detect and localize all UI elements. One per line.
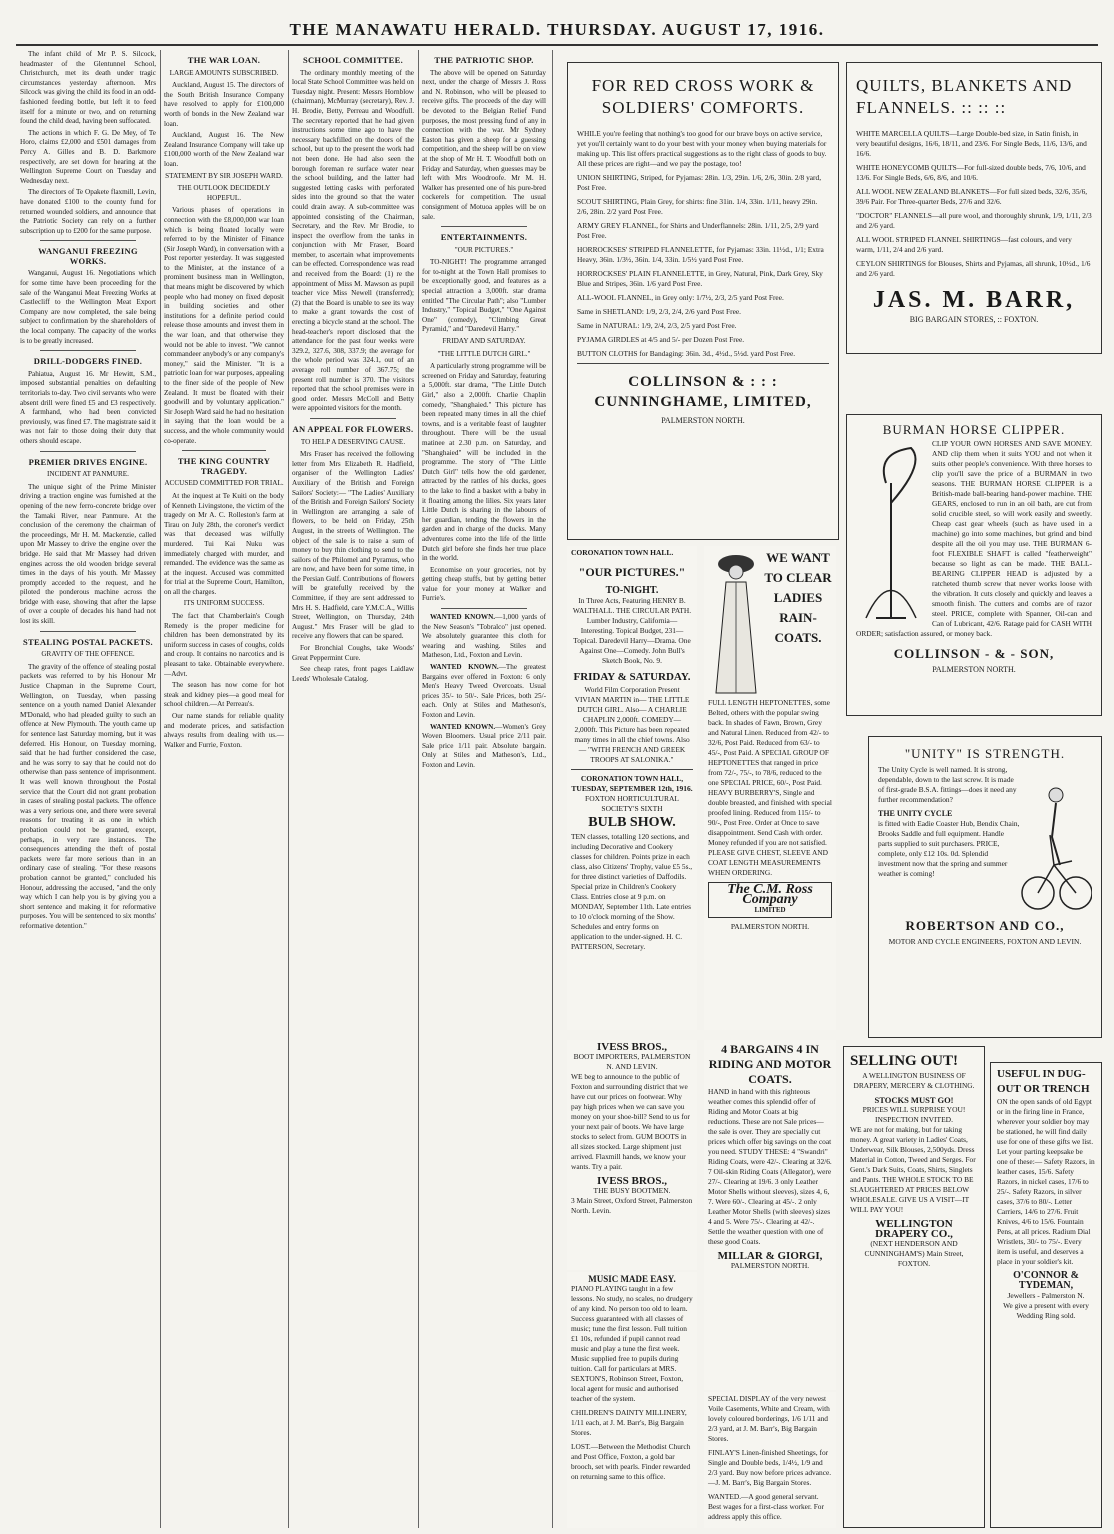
ad-item: HORROCKSES' PLAIN FLANNELETTE, in Grey, Natural, Pink, Dark Grey, Sky Blue and Stripes, 36in. 1/6 yard Post Free. [577, 269, 823, 288]
ad-venue: CORONATION TOWN HALL, TUESDAY, SEPTEMBER 12th, 1916. [571, 774, 693, 793]
classified-ad: WANTED KNOWN.—Women's Grey Woven Bloomers. Usual price 2/11 pair. Sale price 1/11 pair. Absolute bargain. Only at Stiles and Matheson's, Ltd., Foxton and Levin. [422, 722, 546, 769]
headline-king-country: THE KING COUNTRY TRAGEDY. [177, 456, 271, 476]
ad-town: Jewellers - Palmerston N. [1007, 1291, 1085, 1300]
ad-advertiser: JAS. M. BARR, [872, 287, 1076, 313]
ad-subtitle: FRIDAY & SATURDAY. [573, 671, 691, 683]
article-paragraph: Wanganui, August 16. Negotiations which for some time have been proceeding for the sale of the Wanganui Meat Freezing Works at Castlecliff to the Wellington Meat Export Company are now completed, the sale being subject to confirmation by the shareholders of the local company. The capacity of the works is to be greatly increased. [20, 269, 156, 345]
ad-town: (NEXT HENDERSON AND CUNNINGHAM'S) Main Street, FOXTON. [864, 1239, 964, 1268]
article-paragraph: The unique sight of the Prime Minister driving a traction engine was furnished at the opening of the new ferro-concrete bridge over the Tamaki River, near Panmure. At the conclusion of the ceremony the chairman of the proceedings, Mr H. M. Mackenzie, called upon Mr Massey to drive the engine over the bridge. He said that Mr Massey had driven engines across the old wooden bridge several times in the days of his youth. Mr Massey promptly acceded to the request, and he piloted the ponderous machine across the bridge with ease, showing that after the lapse of over a couple of decades his hand had not lost its skill. [20, 482, 156, 626]
ad-body: We give a present with every Wedding Ring sold. [1003, 1301, 1089, 1320]
ad-title: QUILTS, BLANKETS AND FLANNELS. :: :: :: [856, 76, 1073, 117]
ad-title: MUSIC MADE EASY. [588, 1274, 676, 1284]
ad-title: USEFUL IN DUG-OUT OR TRENCH [997, 1068, 1090, 1095]
headline-postal: STEALING POSTAL PACKETS. [23, 636, 153, 647]
ad-body: CLIP YOUR OWN HORSES AND SAVE MONEY. AND clip them when it suits YOU and not when it suits other people's convenience. With three horses to clip you'll save the price of a BURMAN in two seasons. THE BURMAN HORSE CLIPPER is a British-made ball-bearing hand-power machine. THE GEARS, enclosed to run in an oil bath, are cut from solid crucible steel, so will work easily and sweetly. Cheap cast gear wheels (such as have used in a machine) go into some machines, but grind and bind despite all the oil you may use. THE BURMAN 6-foot FLEXIBLE SHAFT is called "featherweight" because so light as can be made. THE BALL-BEARING CLIPPER HEAD is adjusted by a ratcheted thumb screw that never works loose with the vibration. It cuts closely and quickly and leaves a smooth finish. The cutters and combs are of razor steel. PRICE, complete with Spanner, Oil-can and Can of Lubricant, 42/6. Ratage paid for CASH WITH ORDER; satisfaction assured, or money back. [856, 439, 1092, 638]
column-1 [20, 50, 156, 1528]
article-paragraph: Our name stands for reliable quality and moderate prices, and satisfaction always results from dealing with us.—Walker and Furrie, Foxton. [164, 712, 284, 749]
ad-body: TEN classes, totalling 120 sections, and including Decorative and Cookery classes for children. Points prize in each class, also Citizens' Trophy, value £5 5s., for three distinct varieties of Daffodils. Special prize in Children's Cookery Class. Entries close at 9 p.m. on MONDAY, September 11th. Late entries to 10 o'clock morning of the Show. Schedules and entry forms on application to the under-signed. H. C. PATTERSON, Secretary. [571, 832, 693, 951]
divider [441, 608, 528, 609]
ad-subtitle: TO-NIGHT. [605, 585, 659, 596]
ad-raincoats [704, 546, 836, 1030]
column-2 [164, 50, 284, 1528]
ad-body: The Unity Cycle is well named. It is strong, dependable, down to the last screw. It is made of first-grade B.S.A. fittings—does it need any further recommendation? [878, 765, 1017, 804]
ad-ivess-bros [567, 1040, 697, 1270]
column-rule [160, 50, 161, 1528]
divider [441, 226, 528, 227]
headline-entertainments: ENTERTAINMENTS. [440, 232, 528, 243]
ad-item: PYJAMA GIRDLES at 4/5 and 5/- per Dozen Post Free. [577, 335, 745, 344]
subhead: "OUR PICTURES." [454, 245, 514, 254]
ad-body: HAND in hand with this righteous weather comes this splendid offer of Riding and Motor Coats at big reductions. These are not Sale prices—the sale is over. They are specially cut prices which offer big savings on the coat you need. STUDY THESE: 4 "Swandri" Riding Coats, were 42/-. Clearing at 32/6. 7 Oil-skin Riding Coats (Allegator), were 27/-. Clearing at 19/6. 3 only Leather Motor Shells without sleeves), sizes 4, 6, 7. Were 60/-. Clearing at 45/-. 2 only Leather Motor Shells (with sleeves) sizes 4 and 5. Were 75/-. Clearing at 42/-. Settle the weather question with one of these good Coats. [708, 1087, 832, 1246]
ad-item-list [856, 129, 1092, 279]
ad-item: HORROCKSES' STRIPED FLANNELETTE, for Pyjamas: 33in. 11½d., 1/1; Extra Heavy, 36in. 1/3½, 36in. 1/4, 33in. 1/5½ yard Post Free. [577, 245, 824, 264]
ad-body: PIANO PLAYING taught in a few lessons. No study, no scales, no drudgery of any kind. No person too old to learn. Success guaranteed with all classes of music; tune the first lesson. Full tuition £1 10s, refunded if pupil cannot read music and play a tune the first week. Music supplied free to pupils during tuition. Call for particulars at MRS. SEXTON'S, Robinson Street, Foxton, local agent for music and authorised teacher of the system. [571, 1284, 693, 1403]
ad-unity-cycle [868, 736, 1102, 1038]
ad-advertiser: WELLINGTON DRAPERY CO., [875, 1218, 953, 1240]
column-rule [552, 50, 553, 1528]
ad-venue: CORONATION TOWN HALL. [571, 548, 674, 557]
ad-burman [846, 414, 1102, 716]
ad-advertiser: IVESS BROS., [596, 1175, 667, 1187]
ad-advertiser: COLLINSON & : : : CUNNINGHAME, LIMITED, [594, 374, 812, 410]
divider [571, 769, 693, 770]
ad-body: A WELLINGTON BUSINESS OF DRAPERY, MERCERY & CLOTHING. [853, 1071, 975, 1090]
ad-body: WE are not for making, but for taking money. A great variety in Ladies' Coats, Underwear, Silk Blouses, 2,500yds. Dress Material in Cotton, Tweed and Serges. For Gent.'s Dark Suits, Coats, Shirts, Singlets and Pants. THE WHOLE STOCK TO BE SLAUGHTERED AT PRICES BELOW WHOLESALE. GIVE US A VISIT—IT WILL PAY YOU! [850, 1125, 976, 1214]
ad-body: ON the open sands of old Egypt or in the firing line in France, wherever your soldier boy may be stationed, he will find daily use for one of these gifts we list. Let your parting keepsake be one of these:— Safety Razors, in leather cases, 15/6. Safety Razors, in nickel cases, 17/6 to 25/-. Safety Razors, in silver cases, 37/6 to 80/-. Letter Carriers, 14/6 to 27/6. Fruit Knives, 4/6 to 15/6. Fountain Pens, at all prices. Radium Dial Wristlets, 30/- to 75/-. Every item is useful, and deserves a place in your soldier's kit. [997, 1097, 1095, 1266]
ad-town: BIG BARGAIN STORES, :: FOXTON. [909, 315, 1039, 324]
ad-selling-out [843, 1046, 985, 1528]
article-paragraph: A particularly strong programme will be screened on Friday and Saturday, featuring a 5,000ft. star drama, "The Little Dutch Girl," also a 2,000ft. Charlie Chaplin comedy, "Shanghaied." This picture has been repeated many times in all the chief towns, and is a veritable feast of laughter throughout. There will be the usual matinee at 2.30 p.m. on Saturday, and "Shanghaied" will be included in the programme. The story of "The Little Dutch Girl" tells how the old gardener, attracted by the rattles of his ducks, goes to the lake to find a basket with a baby in it floating among the lilies. Six years later Little Dutch is sharing in the labours of her guardian, tending the flowers in the garden and in charge of the ducks. Many adventures come into the life of the little Dutch girl before she finds her true place in the world. [422, 362, 546, 563]
classified-ad: FINLAY'S Linen-finished Sheetings, for Single and Double beds, 1/4½, 1/9 and 2/3 yard. Buy now before prices advance.—J. M. Barr's, Big Bargain Stores. [708, 1448, 832, 1487]
column-rule [288, 50, 289, 1528]
ad-body: In Three Acts, Featuring HENRY B. WALTHALL. THE CIRCULAR PATH. Lumber Industry, California—Interesting. Topical Budget, 231—Topical. Daredevil Harry—Drama. One Against One—Comedy. John Bull's Sketch Book, No. 9. [572, 596, 692, 665]
article-paragraph: The actions in which F. G. De Mey, of Te Horo, claims £2,000 and £501 damages from Percy A. Gilles and B. D. Barkmore respectively, are set down for hearing at the Wellington Supreme Court on Tuesday and Wednesday next. [20, 128, 156, 185]
article-paragraph: The season has now come for hot steak and kidney pies—a good meal for school children.—At Perreau's. [164, 681, 284, 709]
article-paragraph: Auckland, August 16. The New Zealand Insurance Company will take up £100,000 worth of the New Zealand war loan. [164, 131, 284, 168]
subhead: "THE LITTLE DUTCH GIRL." [437, 349, 531, 358]
classified-ad: WANTED.—A good general servant. Best wages for a first-class worker. For address apply this office. [708, 1492, 824, 1521]
article-paragraph: The directors of Te Opakete flaxmill, Levin, have donated £100 to the county fund for returned wounded soldiers, and announce that the Patriotic Society can rely on a further subscription up to £200 for the same purpose. [20, 188, 156, 235]
article-paragraph: Pahiatua, August 16. Mr Hewitt, S.M., imposed substantial penalties on defaulting territorials to-day. Two civil servants who were absent drill were fined £5 and £3 respectively. A farmhand, who had been convicted previously, was fined £7. The magistrate said it was not fair to those doing their duty that others should escape. [20, 369, 156, 445]
article-paragraph: The above will be opened on Saturday next, under the charge of Messrs J. Ross and N. Robinson, who will be pleased to receive gifts. The proceeds of the day will be devoted to the Belgian Relief Fund purposes, the most pressing fund of any in connection with the war. Mr Sydney Easton has given a sheep for a guessing competition, and the sheep will be on view at the shop of Mr H. T. Woodfull both on Friday and Saturday, when guesses may be left with Mrs Woodroofe. Mr M. H. Walker has presented one of his pure-bred cockerels for competition. The usual consignment of Motuoa apples will be on sale. [422, 68, 546, 221]
ad-item: WHITE HONEYCOMB QUILTS—For full-sized double beds, 7/6, 10/6, and 13/6. For Single Beds, 6/6, 8/6, and 10/6. [856, 163, 1086, 182]
ad-body: World Film Corporation Present VIVIAN MARTIN in— THE LITTLE DUTCH GIRL. Also— A CHARLIE CHAPLIN 2,000ft. COMEDY— 2,000ft. This Picture has been repeated many times in all the chief towns. Also— "WITH FRENCH AND GREEK TROOPS AT SALONIKA." [574, 685, 690, 764]
ad-title: "OUR PICTURES." [578, 565, 686, 579]
subhead: ITS UNIFORM SUCCESS. [183, 599, 265, 608]
column-4 [422, 50, 546, 1528]
article-paragraph: The gravity of the offence of stealing postal packets was referred to by his Honour Mr Justice Chapman in the Supreme Court, Wellington, on Tuesday, when passing sentence on a youth named Daniel Alexander M'Donald, who had pleaded guilty to such an offence at New Plymouth. The youth came up for sentence last Saturday morning, but it was deferred. His Honour, on Tuesday morning, said that he had further considered the case, and he was sorry to say that he could not do otherwise than pass sentence of imprisonment. It was well known throughout the Postal service that the Court did not grant probation in cases of stealing postal packets. The offence was a very serious one, and there were several reasons for treating it as one in which probation could not be granted, except, perhaps, in very rare instances. The consequences attending the theft of postal packets were far more serious than in an ordinary case of stealing. "For these reasons probation cannot be granted," concluded his Honour, addressing the accused, "and the only way which I can help you is by giving you a short sentence and making it for reformative purposes. You will be sentenced to six months' reformative detention." [20, 662, 156, 930]
divider [40, 240, 135, 241]
article-paragraph: Economise on your groceries, not by getting cheap stuffs, but by getting better value for your money at Walker and Furrie's. [422, 565, 546, 603]
headline-wanganui: WANGANUI FREEZING WORKS. [38, 246, 138, 266]
headline-premier: PREMIER DRIVES ENGINE. [28, 456, 148, 467]
ad-town: MOTOR AND CYCLE ENGINEERS, FOXTON AND LEVIN. [888, 937, 1082, 946]
divider [310, 418, 395, 419]
ad-item: BUTTON CLOTHS for Bandaging: 36in. 3d., 4½d., 5½d. yard Post Free. [577, 349, 796, 358]
divider [182, 450, 266, 451]
ad-title: SELLING OUT! [850, 1053, 958, 1069]
classified-ad: CHILDREN'S DAINTY MILLINERY, 1/11 each, at J. M. Barr's, Big Bargain Stores. [571, 1408, 687, 1437]
divider [40, 631, 135, 632]
ad-title: FOR RED CROSS WORK & SOLDIERS' COMFORTS. [591, 76, 815, 117]
ad-title: WE WANT TO CLEAR LADIES RAIN-COATS. [764, 550, 832, 645]
ad-body: WE beg to announce to the public of Foxton and surrounding district that we have cut our prices on footwear. Why pay high prices when we can save you money on your shoe-bill? Send to us for your next pair of boots. We have large stocks to select from. GUM BOOTS in all sizes stocked. Large shipment just arrived. Flaxmill hands, we know your wants. Try a pair. [571, 1072, 690, 1171]
ad-advertiser: MILLAR & GIORGI, [717, 1250, 823, 1262]
classified-ad: WANTED KNOWN.—The greatest Bargains ever offered in Foxton: 6 only Men's Heavy Tweed Overcoats. Usual prices 35/- to 50/-. Sale Prices, both 25/- each. Only at Stiles and Matheson's, Foxton and Levin. [422, 663, 546, 719]
ad-town: PALMERSTON NORTH. [932, 665, 1016, 674]
ad-item: UNION SHIRTING, Striped, for Pyjamas: 28in. 1/3, 29in. 1/6, 2/6, 30in. 2/8 yard, Post Free. [577, 173, 822, 192]
article-paragraph: The infant child of Mr P. S. Silcock, headmaster of the Glentunnel School, Christchurch, met its death under tragic circumstances yesterday afternoon. Mrs Silcock was giving the child its food in an odd-fashioned feeding bottle, but left it to feed itself for a minute or two, and on returning found the child dead, having been suffocated. [20, 50, 156, 126]
ad-title: BURMAN HORSE CLIPPER. [882, 422, 1066, 437]
divider [577, 363, 829, 364]
ad-town: PALMERSTON NORTH. [661, 416, 745, 425]
ad-subtitle: STOCKS MUST GO! [874, 1095, 954, 1105]
ad-item: CEYLON SHIRTINGS for Blouses, Shirts and Pyjamas, all shrunk, 10½d., 1/6 and 2/6 yard. [856, 259, 1091, 278]
ad-our-pictures [567, 546, 697, 1030]
ad-advertiser: IVESS BROS., [596, 1041, 667, 1053]
headline-patriotic-shop: THE PATRIOTIC SHOP. [434, 55, 534, 65]
column-rule [418, 50, 419, 1528]
ad-small-classifieds [704, 1392, 836, 1528]
ad-subtitle: INSPECTION INVITED. [875, 1115, 953, 1124]
article-paragraph: Various phases of operations in connection with the £8,000,000 war loan which is being floated locally were referred to by the Minister of Finance (Sir Joseph Ward), in conversation with a Post reporter yesterday. It was suggested to the Minister, at the instance of a prominent business man in Wellington, that means might be discovered by which people who had money on fixed deposit in building societies and other institutions for a definite period could release those amounts and invest them in the war loan, and that otherwise they would not be able to invest. "We cannot commandeer anybody's or any company's money," said the Minister. "It is a patriotic loan for war purposes, appealing to the finer side of the people of New Zealand. It must be floated with their goodwill and by voluntary application." Sir Joseph Ward said he had no hesitation in saying that the loan would be a success, and the whole community would co-operate. [164, 206, 284, 445]
subhead: INCIDENT AT PANMURE. [47, 470, 129, 479]
article-paragraph: Mrs Fraser has received the following letter from Mrs Elizabeth R. Hadfield, organiser of the Wellington Ladies' Auxiliary of the British and Foreign Sailors' Society:— "The Ladies' Auxiliary of the British and Foreign Sailors' Society in Wellington are arranging a sale of flowers, to be held on Friday, 25th August, in the streets of Wellington. The object of the sale is to raise a sum of money to buy thin clothing to send to the sailors of the Philomel and Pyramus, who are now, and have been for some time, in the Persian Gulf. Contributions of flowers will be gratefully received by the Committee, if they are sent addressed to Mrs H. S. Hadfield, care Y.M.C.A., Willis Street, Wellington, on Thursday, 24th August." Mrs Fraser will be glad to receive any flowers that can be spared. [292, 450, 414, 641]
ad-town: PALMERSTON NORTH. [730, 1261, 810, 1270]
cyclist-illustration [1020, 765, 1092, 915]
ad-body: FULL LENGTH HEPTONETTES, some Belted, others with the popular swing back. In shades of Fawn, Brown, Grey and Natural Linen. Reduced from 42/- to 32/6, Post Paid. Reduced from 63/- to 45/-, Post Paid. A SPECIAL GROUP OF HEPTONETTES that ranged in price from 72/-, 75/-, to 78/6, reduced to the one SPECIAL PRICE, 60/-, Post Paid. HEAVY BURBERRY'S, Single and double breasted, and finished with special proofed lining. Reduced from 115/- to 90/-, Post Free. Order at Once to save disappointment. Send Cash with order. Money refunded if you are not satisfied. PLEASE GIVE CHEST, SLEEVE AND COAT LENGTH MEASUREMENTS WHEN ORDERING. [708, 698, 832, 877]
horse-clipper-illustration [856, 443, 926, 623]
classified-ad: LOST.—Between the Methodist Church and Post Office, Foxton, a gold bar brooch, set with pearls. Finder rewarded on returning same to this office. [571, 1442, 691, 1481]
ad-red-cross [567, 62, 839, 540]
ad-advertiser: ROBERTSON AND CO., [905, 918, 1065, 933]
article-paragraph: Auckland, August 15. The directors of the South British Insurance Company have resolved to apply for £100,000 worth of bonds in the New Zealand war loan. [164, 81, 284, 128]
ad-subtitle: BOOT IMPORTERS, PALMERSTON N. AND LEVIN. [573, 1052, 691, 1071]
ad-title: "UNITY" IS STRENGTH. [904, 746, 1066, 761]
ad-subtitle: THE UNITY CYCLE [878, 809, 953, 818]
subhead: TO HELP A DESERVING CAUSE. [300, 437, 406, 446]
ad-item: "DOCTOR" FLANNELS—all pure wool, and thoroughly shrunk, 1/9, 1/11, 2/3 and 2/6 yard. [856, 211, 1092, 230]
masthead-rule [16, 44, 1098, 46]
ad-useful-dugout [990, 1062, 1102, 1528]
ad-title: BULB SHOW. [588, 815, 676, 830]
ross-logo: The C.M. Ross Company LIMITED [708, 882, 832, 918]
divider [40, 350, 135, 351]
subhead: GRAVITY OF THE OFFENCE. [41, 650, 135, 659]
ad-advertiser: COLLINSON - & - SON, [893, 646, 1055, 661]
ad-item: ALL WOOL STRIPED FLANNEL SHIRTINGS—fast colours, and very warm, 1/11, 2/4 and 2/6 yard. [856, 235, 1072, 254]
ad-subtitle: FOXTON HORTICULTURAL SOCIETY'S SIXTH [585, 794, 679, 813]
ad-item: Same in SHETLAND: 1/9, 2/3, 2/4, 2/6 yard Post Free. [577, 307, 742, 316]
subhead: ACCUSED COMMITTED FOR TRIAL. [164, 479, 284, 488]
ad-item: WHITE MARCELLA QUILTS—Large Double-bed size, in Satin finish, in very beautiful designs, 16/6, 18/11, and 23/6. For Single Beds, 11/6, 13/6, and 16/6. [856, 129, 1087, 158]
headline-war-loan: THE WAR LOAN. [187, 55, 261, 65]
article-paragraph: The fact that Chamberlain's Cough Remedy is the proper medicine for children has been demonstrated by its uniform success in cases of coughs, colds and croup. It contains no narcotics and is pleasant to take. Obtainable everywhere.—Advt. [164, 612, 284, 678]
ad-item: Same in NATURAL: 1/9, 2/4, 2/3, 2/5 yard Post Free. [577, 321, 737, 330]
ad-item: ALL-WOOL FLANNEL, in Grey only: 1/7½, 2/3, 2/5 yard Post Free. [577, 293, 784, 302]
column-3 [292, 50, 414, 1528]
headline-school-committee: SCHOOL COMMITTEE. [302, 55, 404, 65]
ad-title: 4 BARGAINS 4 IN RIDING AND MOTOR COATS. [708, 1042, 832, 1086]
headline-appeal-flowers: AN APPEAL FOR FLOWERS. [292, 423, 414, 434]
ad-subtitle: PRICES WILL SURPRISE YOU! [862, 1105, 966, 1114]
article-paragraph: The ordinary monthly meeting of the local State School Committee was held on Tuesday night. Present: Messrs Hornblow (chairman), McMurray (secretary), Rev. J. H. Brodie, Betty, Perreau and Woodfull. The secretary reported that he had given instructions some time ago to have the necessary backfilled on the doors of the school, but up to the present the work had not been done. He had also seen the borough foreman re surface water near the school building, and the latter had suggested letting casks with perforated sides into the ground so that the water could drain away. A sub-committee was appointed consisting of the Chairman, Secretary, and the Rev. Mr Brodie, to inspect the overflow from the tanks in conjunction with Mr Fraser, Board member, to ascertain what improvements can be effected. Correspondence was read and received from the Board: (1) re the appointment of Miss M. Mawson as pupil teacher vice Miss Newell (transferred); (2) that the Board is unable to see its way to make a grant towards the cost of erecting a bicycle stand at the school. The head-teacher's report disclosed that the attendance for the past four weeks were 329.2, 327.6, 308, 337.9; the average for the whole period was 324.1, out of an average roll number of 367.75; the present roll number is 370. The visitors reported that the school premises were in good order. Messrs McColl and Betty were appointed visitors for the month. [292, 68, 414, 413]
ad-riding-coats [704, 1040, 836, 1390]
ad-body: WHILE you're feeling that nothing's too good for our brave boys on active service, yet you'll certainly want to do your best with your money when buying materials for making up. This list offers practical suggestions as to the right class of goods to buy. All these prices are right—and we pay the postage, too! [577, 129, 827, 168]
headline-drill-dodgers: DRILL-DODGERS FINED. [33, 356, 143, 367]
lady-raincoat-illustration [708, 548, 764, 698]
ad-item: ARMY GREY FLANNEL, for Shirts and Underflannels: 28in. 1/11, 2/5, 2/9 yard Post Free. [577, 221, 819, 240]
ad-quilts [846, 62, 1102, 354]
ad-music [567, 1272, 697, 1528]
ad-body: 3 Main Street, Oxford Street, Palmerston North. Levin. [571, 1196, 693, 1215]
divider [40, 451, 135, 452]
ad-advertiser: O'CONNOR & TYDEMAN, [1013, 1270, 1079, 1291]
classified-ad: WANTED KNOWN.—1,000 yards of the New Season's "Tobralco" just opened. We absolutely guarantee this cloth for wearing and washing. Stiles and Matheson, Ltd., Foxton and Levin. [422, 613, 546, 660]
article-paragraph: TO-NIGHT! The programme arranged for to-night at the Town Hall promises to be exceptionally good, and features as a special attraction a 3,000ft. star drama entitled "The Circular Path"; also "Lumber Industry," "Topical Budget," "One Against One" (comedy), "Climbing Great Pyramid," and "Daredevil Harry." [422, 258, 546, 334]
subhead: LARGE AMOUNTS SUBSCRIBED. [169, 68, 279, 77]
article-paragraph: For Bronchial Coughs, take Woods' Great Peppermint Cure. [292, 644, 414, 662]
ad-subtitle: THE BUSY BOOTMEN. [593, 1186, 671, 1195]
masthead: THE MANAWATU HERALD. THURSDAY. AUGUST 17, 1916. [289, 20, 825, 39]
subhead: STATEMENT BY SIR JOSEPH WARD. [165, 171, 283, 180]
classified-ad: SPECIAL DISPLAY of the very newest Voile Casements, White and Cream, with lovely coloured borderings, 1/6 1/11 and 2/3 yard, at J. M. Barr's, Big Bargain Stores. [708, 1394, 830, 1443]
ad-town: PALMERSTON NORTH. [730, 922, 810, 931]
ad-item-list [577, 173, 829, 359]
subhead: FRIDAY AND SATURDAY. [442, 337, 526, 346]
article-paragraph: See cheap rates, front pages Laidlaw Leeds' Wholesale Catalog. [292, 665, 414, 683]
ad-body: is fitted with Eadie Coaster Hub, Bendix Chain, Brooks Saddle and full equipment. Handle parts supplied to suit purchasers. PRICE, complete, only £12 10s. 0d. Splendid investment now that the spring and summer weather is coming! [878, 819, 1020, 878]
subhead: THE OUTLOOK DECIDEDLY HOPEFUL. [177, 184, 271, 202]
ad-item: SCOUT SHIRTING, Plain Grey, for shirts: fine 31in. 1/4, 33in. 1/11, heavy 29in. 2/6, 28in. 2/2 yard Post Free. [577, 197, 818, 216]
article-paragraph: At the inquest at Te Kuiti on the body of Kenneth Livingstone, the victim of the tragedy on Mr A. C. Rolleston's farm at Tirau on July 28th, the coroner's verdict was that deceased was wilfully murdered. Tui Kai Nuku was immediately charged with murder, and remanded. The evidence was the same as at the inquest. Accused was committed for trial at the Supreme Court, Hamilton, on all the charges. [164, 491, 284, 596]
ad-item: ALL WOOL NEW ZEALAND BLANKETS—For full sized beds, 32/6, 35/6, 39/6 Pair. For Three-quarter Beds, 27/6 and 32/6. [856, 187, 1088, 206]
